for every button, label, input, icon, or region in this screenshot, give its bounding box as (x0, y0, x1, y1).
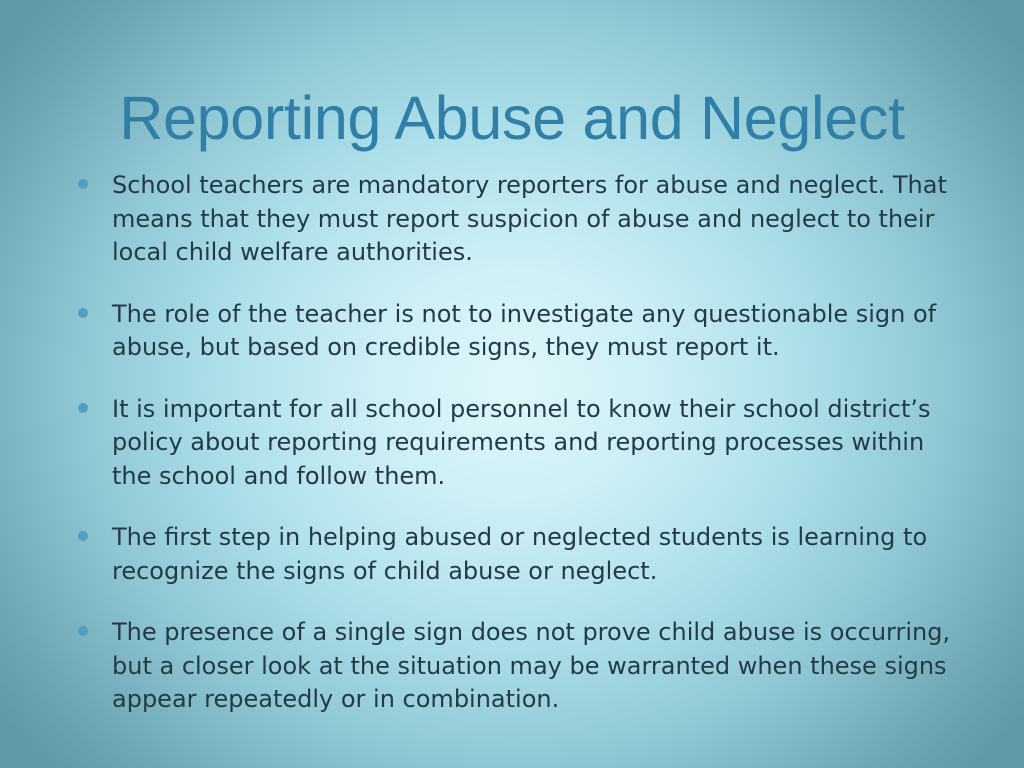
bullet-item (72, 298, 952, 365)
bullet-dot-icon (78, 626, 88, 636)
bullet-text: The first step in helping abused or neglected students is learning to recognize the signs of child abuse or neglect. (112, 523, 928, 585)
bullet-text: School teachers are mandatory reporters for abuse and neglect. That means that they must report suspicion of abuse and neglect to their local child welfare authorities. (112, 171, 947, 266)
bullet-item (72, 169, 952, 270)
bullet-item (72, 521, 952, 588)
bullet-text: The presence of a single sign does not prove child abuse is occurring, but a closer look at the situation may be warranted when these signs appear repeatedly or in combination. (112, 618, 951, 713)
bullet-text: The role of the teacher is not to investigate any questionable sign of abuse, but based on credible signs, they must report it. (112, 299, 937, 361)
bullet-item (72, 616, 952, 717)
bullet-item (72, 393, 952, 494)
bullet-dot-icon (78, 403, 88, 413)
bullet-text: It is important for all school personnel to know their school district’s policy about reporting requirements and reporting processes within the school and follow them. (112, 394, 931, 490)
bullet-list (72, 169, 952, 745)
bullet-dot-icon (78, 179, 88, 189)
slide-title: Reporting Abuse and Neglect (119, 84, 905, 152)
bullet-dot-icon (78, 308, 88, 318)
bullet-dot-icon (78, 531, 88, 541)
